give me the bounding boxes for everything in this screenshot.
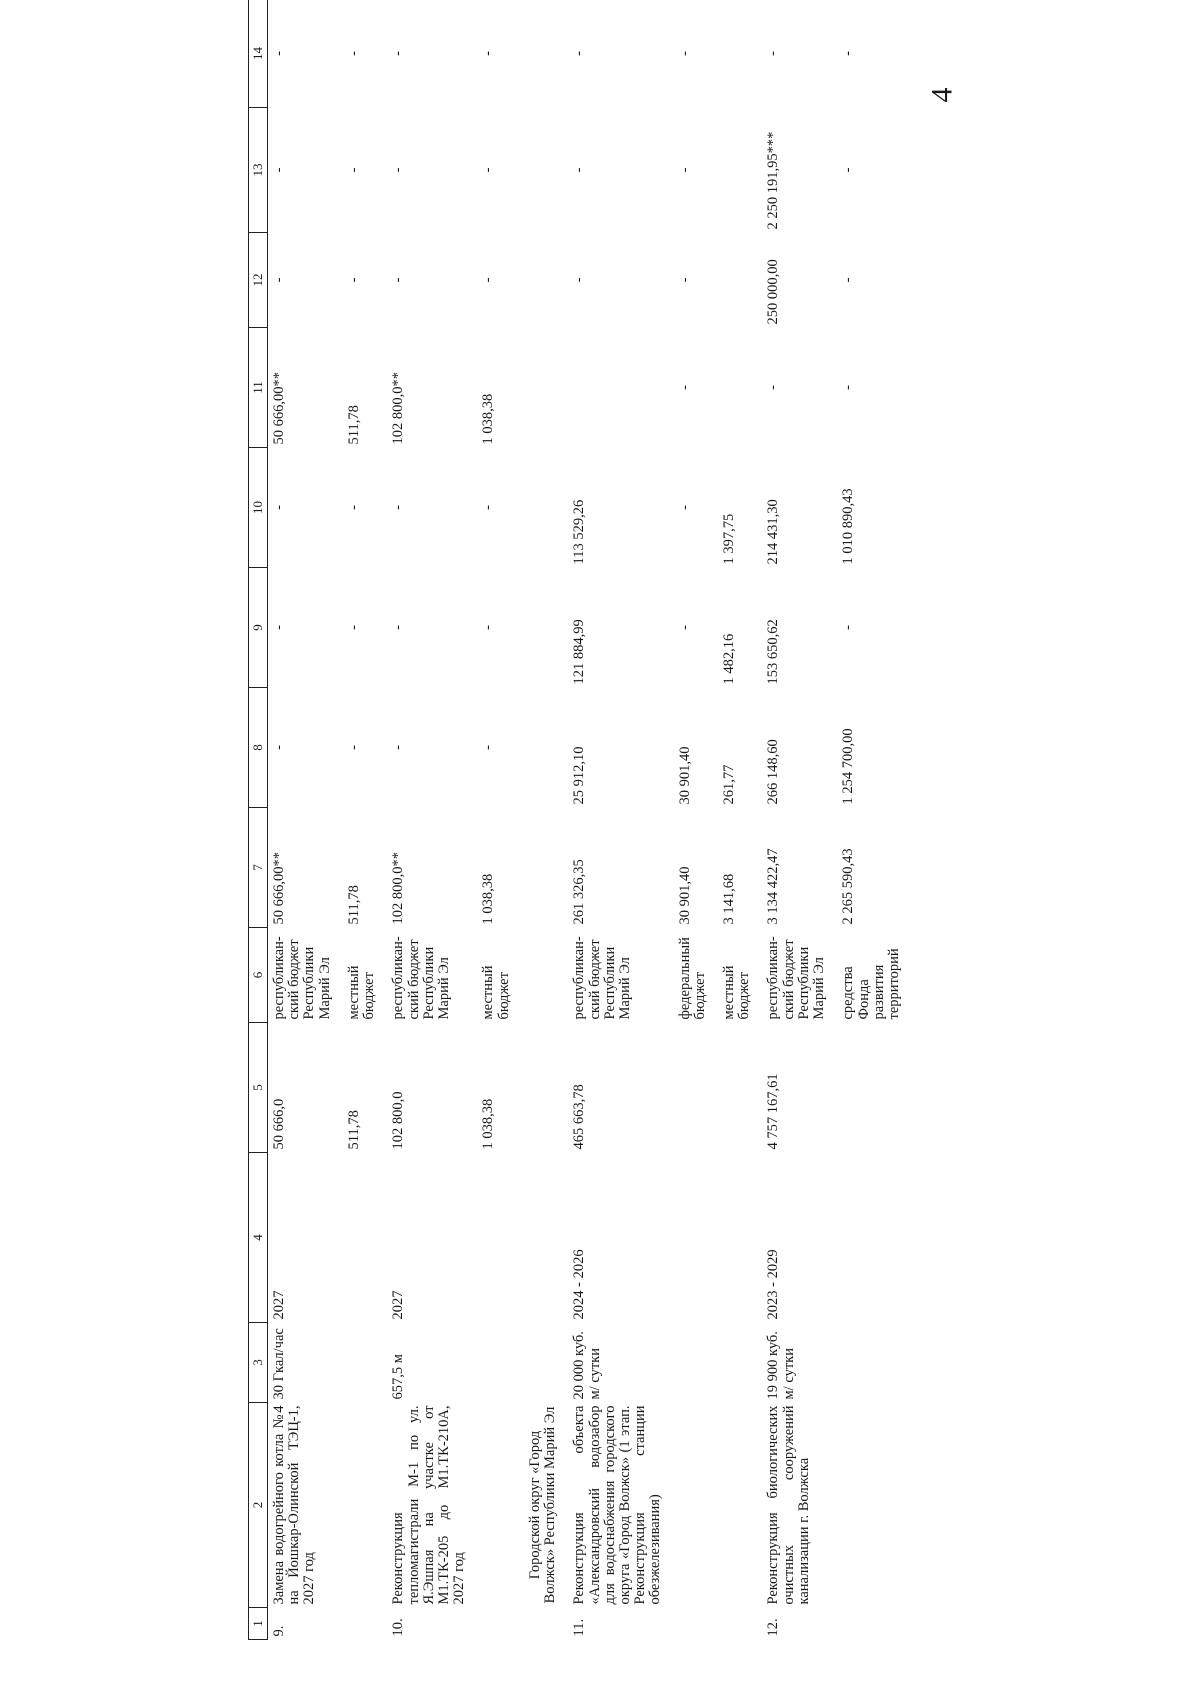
table-cell: 1 038,38 [480, 873, 497, 925]
funding-source-cell: средства Фонда развития территорий [840, 948, 902, 1020]
table-cell: - [480, 51, 497, 56]
header-cell: 12 [249, 233, 268, 328]
table-cell [343, 1323, 387, 1403]
table-cell [522, 328, 568, 448]
table-cell: - [390, 277, 407, 283]
table-cell [718, 233, 762, 328]
table-cell: - [345, 277, 362, 283]
table-cell: - [390, 625, 407, 630]
funding-source-cell: республикан-ский бюджет Республики Марий Эл [271, 936, 333, 1020]
project-name-cell [718, 1403, 762, 1608]
table-cell [522, 568, 568, 688]
table-cell: 465 663,78 [571, 1084, 588, 1150]
page-number: 4 [925, 87, 959, 103]
table-cell [837, 1323, 912, 1403]
table-cell: 12. [765, 1618, 782, 1637]
table-cell: 19 900 куб. м/ сутки [765, 1331, 797, 1400]
table-cell: 214 431,30 [765, 499, 782, 565]
table-cell: 25 912,10 [571, 746, 588, 805]
project-name-cell [837, 1403, 912, 1608]
budget-table [248, 0, 912, 1640]
table-cell: 1 010 890,43 [840, 488, 857, 565]
project-name-cell: Реконструкция объекта «Александровский водозабор для водоснабжения городского округа «Город Волжск» (1 этап. Реконструкция станции обезжелезивания) [571, 1405, 664, 1605]
table-cell [718, 1023, 762, 1153]
table-cell: - [676, 385, 693, 390]
table-cell: 511,78 [345, 1110, 362, 1150]
table-cell: 2023 - 2029 [765, 1249, 782, 1320]
table-cell: 30 Гкал/час [271, 1328, 287, 1400]
header-cell: 1 [249, 1608, 268, 1640]
table-cell: 9. [271, 1625, 287, 1637]
table-cell: 1 038,38 [480, 393, 497, 445]
table-cell [718, 0, 762, 108]
header-cell: 13 [249, 108, 268, 233]
table-cell: - [390, 167, 407, 173]
header-cell: 5 [249, 1023, 268, 1153]
table-cell [343, 1153, 387, 1323]
table-cell: 102 800,0 [390, 1091, 407, 1150]
header-cell: 2 [249, 1403, 268, 1608]
table-cell [522, 108, 568, 233]
table-cell: 1 038,38 [480, 1098, 497, 1150]
project-name-cell [477, 1403, 521, 1608]
table-cell: - [840, 277, 857, 283]
table-cell [718, 1153, 762, 1323]
table-cell: 2 265 590,43 [840, 848, 857, 925]
funding-source-cell: местный бюджет [480, 965, 512, 1020]
table-cell: 10. [390, 1618, 407, 1637]
funding-source-cell [522, 928, 568, 1023]
table-cell [522, 1608, 568, 1640]
section-heading-row [522, 0, 568, 1640]
table-cell: - [271, 625, 287, 630]
table-cell: - [765, 51, 782, 56]
table-row [762, 0, 837, 1640]
table-cell [522, 448, 568, 568]
table-cell: 50 666,0 [271, 1098, 287, 1150]
table-cell: - [571, 277, 588, 283]
header-cell: 8 [249, 688, 268, 808]
table-cell [343, 1608, 387, 1640]
table-cell [674, 1608, 718, 1640]
funding-source-cell: республикан-ский бюджет Республики Марий Эл [765, 936, 828, 1020]
table-cell: - [390, 505, 407, 510]
project-name-cell: Замена водогрейного котла №4 на Йошкар-Олинской ТЭЦ-1, 2027 год [271, 1405, 318, 1605]
table-cell: 2 250 191,95*** [765, 131, 782, 230]
table-cell [522, 0, 568, 108]
table-cell [477, 1608, 521, 1640]
table-row [268, 0, 343, 1640]
project-name-cell [343, 1403, 387, 1608]
table-cell: - [345, 745, 362, 750]
table-cell: - [571, 51, 588, 56]
table-row [387, 0, 477, 1640]
table-cell [837, 1023, 912, 1153]
table-cell: - [765, 385, 782, 390]
header-cell: 7 [249, 808, 268, 928]
table-cell: 113 529,26 [571, 499, 588, 565]
table-cell: - [571, 167, 588, 173]
table-cell: - [480, 167, 497, 173]
table-cell: 3 134 422,47 [765, 848, 782, 925]
table-cell: - [345, 625, 362, 630]
header-cell: 3 [249, 1323, 268, 1403]
table-cell [522, 688, 568, 808]
rotated-table-sheet [248, 47, 1200, 1640]
table-cell [718, 1323, 762, 1403]
table-cell: - [480, 277, 497, 283]
table-cell [522, 233, 568, 328]
table-cell: 102 800,0** [390, 372, 407, 445]
header-cell: 9 [249, 568, 268, 688]
table-cell [674, 1023, 718, 1153]
table-cell: 511,78 [345, 885, 362, 925]
table-row [477, 0, 521, 1640]
table-cell: 102 800,0** [390, 852, 407, 925]
table-cell [718, 1608, 762, 1640]
table-row [718, 0, 762, 1640]
project-name-cell: Реконструкция тепломагистрали М-1 по ул. Я.Эшпая на участке от М1.ТК-205 до М1.ТК-210А, 2027 год [390, 1405, 468, 1605]
table-cell [718, 108, 762, 233]
table-row [674, 0, 718, 1640]
project-name-cell: Реконструкция биологических очистных сооружений канализации г. Волжска [765, 1405, 812, 1605]
table-cell: - [345, 505, 362, 510]
funding-source-cell: местный бюджет [721, 965, 753, 1020]
table-cell: - [676, 625, 693, 630]
table-cell [674, 1323, 718, 1403]
table-cell [522, 1323, 568, 1403]
table-cell: - [271, 505, 287, 510]
column-number-header [249, 0, 268, 1640]
table-cell: 2024 - 2026 [571, 1249, 588, 1320]
table-cell: 266 148,60 [765, 739, 782, 805]
table-cell [837, 1153, 912, 1323]
project-name-cell [674, 1403, 718, 1608]
table-cell: - [840, 167, 857, 173]
table-cell: - [271, 277, 287, 283]
funding-source-cell: республикан-ский бюджет Республики Марий Эл [390, 936, 452, 1020]
table-cell: 50 666,00** [271, 372, 287, 445]
table-cell: - [390, 745, 407, 750]
table-cell [522, 1023, 568, 1153]
table-cell: - [676, 51, 693, 56]
table-cell: 121 884,99 [571, 619, 588, 685]
table-cell: 30 901,40 [676, 866, 693, 925]
table-cell: 153 650,62 [765, 619, 782, 685]
table-cell: - [271, 167, 287, 173]
header-cell: 14 [249, 0, 268, 108]
table-cell: - [480, 745, 497, 750]
table-row [343, 0, 387, 1640]
table-cell: - [345, 51, 362, 56]
table-cell: 1 254 700,00 [840, 728, 857, 805]
table-cell [477, 1153, 521, 1323]
project-name-cell: Городской округ «Город Волжск» Республики Марий Эл [526, 1406, 559, 1604]
table-cell [477, 1323, 521, 1403]
header-cell: 4 [249, 1153, 268, 1323]
table-cell: 261 326,35 [571, 859, 588, 925]
table-cell: - [480, 505, 497, 510]
header-cell: 10 [249, 448, 268, 568]
table-cell: - [271, 745, 287, 750]
table-cell: 511,78 [345, 405, 362, 445]
table-cell: - [345, 167, 362, 173]
table-cell: - [840, 385, 857, 390]
table-cell: - [840, 51, 857, 56]
table-cell: 250 000,00 [765, 259, 782, 325]
table-cell [522, 1153, 568, 1323]
header-cell: 6 [249, 928, 268, 1023]
header-cell: 11 [249, 328, 268, 448]
table-cell: - [840, 625, 857, 630]
table-cell: 657,5 м [390, 1354, 407, 1400]
table-cell [837, 1608, 912, 1640]
table-cell: 261,77 [721, 764, 738, 805]
table-cell: - [390, 51, 407, 56]
table-cell: 11. [571, 1618, 588, 1637]
table-row [837, 0, 912, 1640]
table-cell [568, 328, 673, 448]
table-cell: - [271, 51, 287, 56]
table-body [268, 0, 913, 1640]
table-cell [674, 1153, 718, 1323]
table-cell: - [480, 625, 497, 630]
table-cell: 50 666,00** [271, 852, 287, 925]
funding-source-cell: федеральный бюджет [676, 937, 708, 1020]
table-cell: 3 141,68 [721, 873, 738, 925]
table-cell: 2027 [390, 1290, 407, 1320]
table-cell: 1 482,16 [721, 633, 738, 685]
table-cell: 30 901,40 [676, 746, 693, 805]
table-cell [522, 808, 568, 928]
table-row [568, 0, 673, 1640]
table-cell: 20 000 куб. м/ сутки [571, 1331, 603, 1400]
table-cell: 1 397,75 [721, 513, 738, 565]
table-cell: - [676, 505, 693, 510]
table-cell: 2027 [271, 1290, 287, 1320]
funding-source-cell: республикан-ский бюджет Республики Марий Эл [571, 936, 633, 1020]
table-cell: - [676, 277, 693, 283]
table-cell: - [676, 167, 693, 173]
table-cell: 4 757 167,61 [765, 1073, 782, 1150]
table-cell [718, 328, 762, 448]
funding-source-cell: местный бюджет [345, 965, 378, 1020]
